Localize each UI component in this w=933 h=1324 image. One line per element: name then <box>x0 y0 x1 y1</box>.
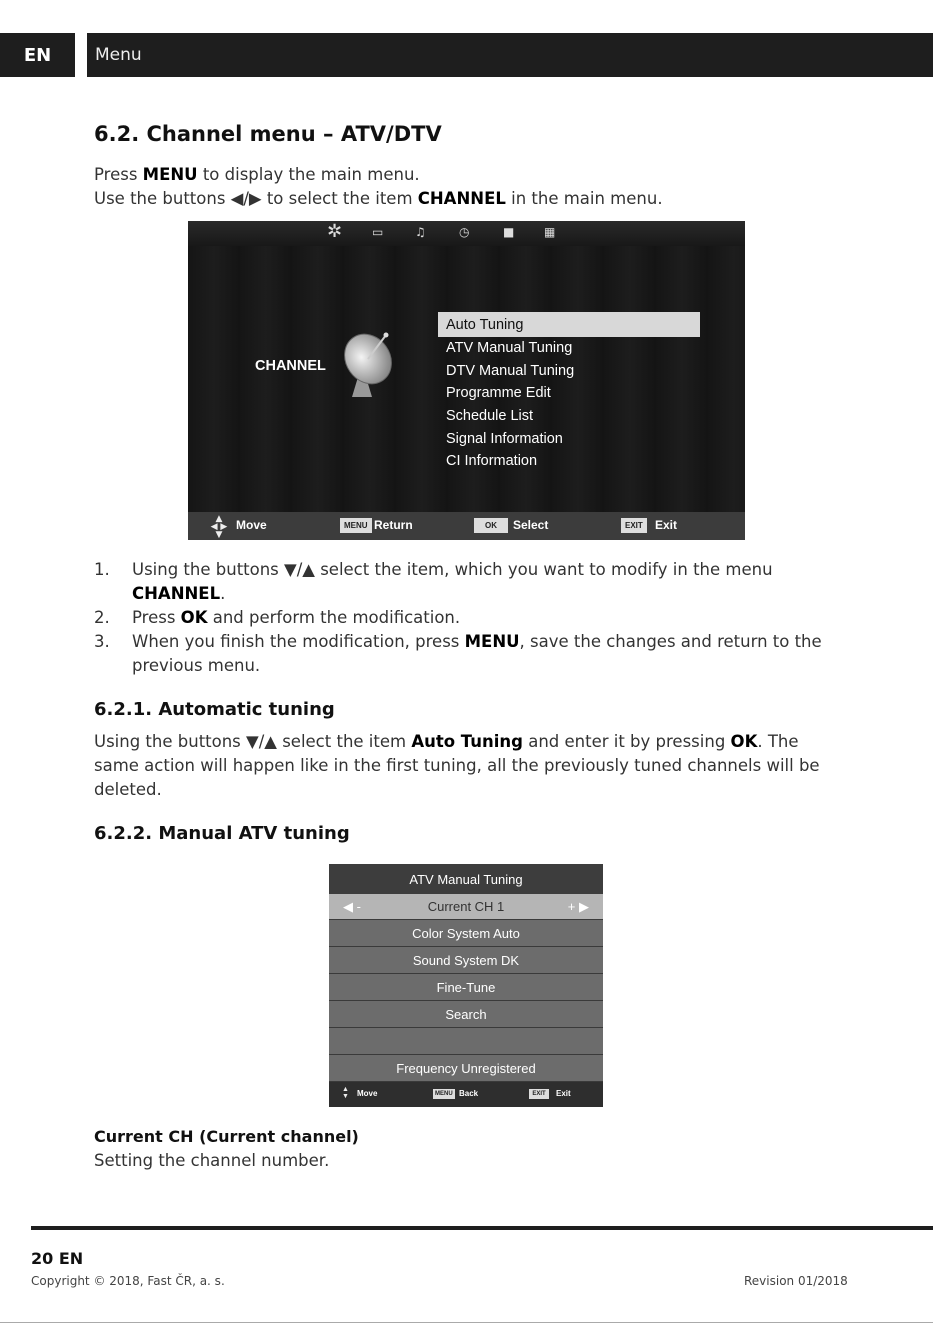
channel-menu-screenshot <box>188 221 745 540</box>
menu-item-programme-edit[interactable]: Programme Edit <box>446 385 551 402</box>
auto-key: Auto Tuning <box>411 732 523 751</box>
current-ch-heading: Current CH (Current channel) <box>94 1127 359 1146</box>
step-text: previous menu. <box>132 656 261 675</box>
menu-item-signal-information[interactable]: Signal Information <box>446 430 563 447</box>
copyright: Copyright © 2018, Fast ČR, a. s. <box>31 1274 225 1288</box>
move-label: Move <box>236 518 267 532</box>
exit-label: Exit <box>556 1089 571 1098</box>
manual-atv-heading: 6.2.2. Manual ATV tuning <box>94 823 350 844</box>
step-key: MENU <box>464 632 520 651</box>
atv-box-title: ATV Manual Tuning <box>329 864 603 894</box>
move-arrows-icon: ▲ ◀ ▶ ▼ <box>210 514 228 540</box>
menu-item-schedule-list[interactable]: Schedule List <box>446 408 534 425</box>
auto-text: Using the buttons ▼/▲ select the item <box>94 732 412 751</box>
footer-divider <box>31 1226 933 1230</box>
intro-text: to display the main menu. <box>197 165 420 184</box>
ok-key-icon: OK <box>474 518 508 533</box>
fine-tune-row[interactable]: Fine-Tune <box>329 974 603 1001</box>
exit-label: Exit <box>655 518 678 532</box>
frequency-row: Frequency Unregistered <box>329 1055 603 1082</box>
auto-text: and enter it by pressing <box>522 732 731 751</box>
revision: Revision 01/2018 <box>744 1274 848 1288</box>
tv-menu-topbar <box>188 221 745 246</box>
step-text: , save the changes and return to the <box>519 632 822 651</box>
step-number: 1. <box>94 560 110 579</box>
auto-key: OK <box>730 732 758 751</box>
intro-text: Press <box>94 165 143 184</box>
menu-key-icon: MENU <box>340 518 372 533</box>
satellite-dish-icon <box>338 329 400 399</box>
sound-icon: ♫ <box>415 225 426 239</box>
language-tab: EN <box>0 33 75 77</box>
menu-item-auto-tuning[interactable]: Auto Tuning <box>438 312 700 337</box>
auto-tuning-paragraph <box>94 730 834 802</box>
lock-icon: ■ <box>503 225 515 239</box>
step-2 <box>94 606 834 630</box>
return-label: Return <box>374 518 413 532</box>
intro-text: Use the buttons ◀/▶ to select the item <box>94 189 418 208</box>
sound-system-row[interactable]: Sound System DK <box>329 947 603 974</box>
menu-item-dtv-manual-tuning[interactable]: DTV Manual Tuning <box>446 362 575 379</box>
auto-tuning-heading: 6.2.1. Automatic tuning <box>94 699 335 720</box>
section-header <box>87 33 933 77</box>
step-3 <box>94 630 834 678</box>
search-row[interactable]: Search <box>329 1001 603 1028</box>
step-text: Using the buttons ▼/▲ select the item, which you want to modify in the menu <box>132 560 773 579</box>
current-channel-value: Current CH 1 <box>427 899 505 914</box>
picture-icon: ▭ <box>372 225 384 239</box>
section-title: Menu <box>95 45 142 65</box>
select-label: Select <box>513 518 549 532</box>
atv-box-footer <box>329 1082 603 1107</box>
tv-menu-footer <box>188 512 745 540</box>
updown-arrows-icon: ▲ ▼ <box>342 1086 349 1100</box>
step-key: CHANNEL <box>132 584 221 603</box>
channel-gear-icon: ✲ <box>327 221 343 242</box>
step-1 <box>94 558 834 606</box>
auto-text: same action will happen like in the first tuning, all the previously tuned channels will be <box>94 756 820 775</box>
page-title: 6.2. Channel menu – ATV/DTV <box>94 122 442 146</box>
decrease-arrow-icon[interactable]: ◀ - <box>343 899 361 914</box>
current-ch-text: Setting the channel number. <box>94 1151 330 1170</box>
page-number: 20 EN <box>31 1249 84 1268</box>
intro-paragraph <box>94 163 663 211</box>
step-text: Press <box>132 608 181 627</box>
page-bottom-line <box>0 1322 933 1323</box>
empty-row <box>329 1028 603 1055</box>
step-text: When you finish the modification, press <box>132 632 465 651</box>
menu-key-icon: MENU <box>435 1091 453 1097</box>
current-channel-row[interactable] <box>329 894 603 920</box>
step-text: and perform the modification. <box>207 608 461 627</box>
intro-text: in the main menu. <box>505 189 663 208</box>
channel-label: CHANNEL <box>255 358 326 374</box>
color-system-row[interactable]: Color System Auto <box>329 920 603 947</box>
auto-text: . The <box>757 732 799 751</box>
steps-list <box>94 558 834 678</box>
channel-menu-list <box>438 312 700 473</box>
setup-grid-icon: ▦ <box>544 225 556 239</box>
exit-key-icon: EXIT <box>621 518 647 533</box>
auto-text: deleted. <box>94 780 162 799</box>
menu-item-atv-manual-tuning[interactable]: ATV Manual Tuning <box>446 340 573 356</box>
intro-key: CHANNEL <box>417 189 506 208</box>
menu-item-ci-information[interactable]: CI Information <box>446 453 538 470</box>
step-key: OK <box>180 608 208 627</box>
step-number: 2. <box>94 608 110 627</box>
move-label: Move <box>357 1089 378 1098</box>
exit-key-icon: EXIT <box>529 1089 549 1099</box>
back-label: Back <box>459 1089 479 1098</box>
step-number: 3. <box>94 632 110 651</box>
step-text: . <box>220 584 226 603</box>
atv-manual-tuning-screenshot <box>329 864 603 1107</box>
intro-key: MENU <box>142 165 198 184</box>
increase-arrow-icon[interactable]: + ▶ <box>567 899 589 914</box>
time-icon: ◷ <box>459 225 470 239</box>
